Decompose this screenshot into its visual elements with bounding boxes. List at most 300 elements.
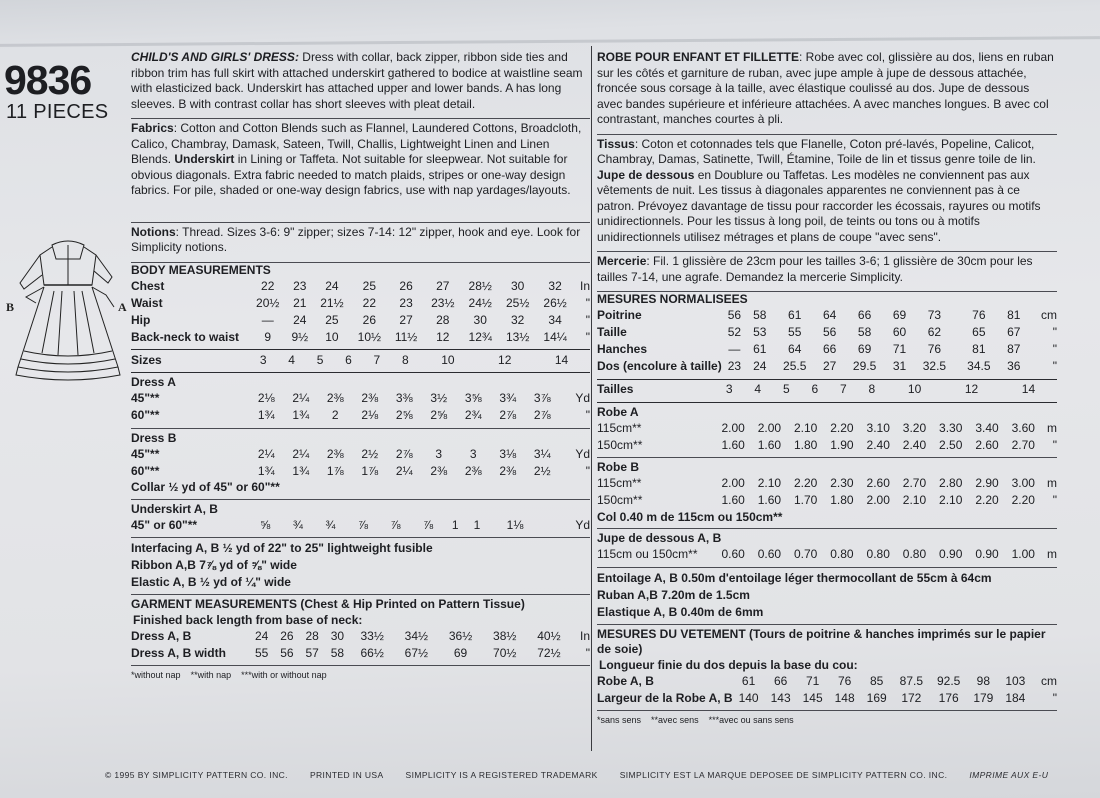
table-cell: 2.60	[866, 476, 890, 491]
table-cell: 0.80	[866, 547, 890, 562]
table-cell: 0.90	[939, 547, 963, 562]
table-cell: 30	[330, 628, 345, 643]
row-label: Poitrine	[597, 308, 642, 323]
underskirt-table	[131, 517, 590, 534]
table-cell: 2.50	[939, 437, 963, 452]
table-cell: 60	[892, 325, 907, 340]
table-cell: 1	[451, 517, 459, 532]
table-cell: 1.60	[757, 437, 782, 452]
table-cell: 3¼	[533, 446, 551, 461]
unit-cell: "	[585, 295, 590, 310]
unit-cell: Yd	[575, 446, 590, 461]
pieces-count: 11 PIECES	[6, 101, 109, 123]
row-label: Waist	[131, 295, 163, 310]
table-cell: 58	[330, 645, 345, 660]
table-cell: 0.70	[793, 547, 818, 562]
table-cell: 87.5	[899, 673, 924, 688]
table-cell: 1¾	[257, 408, 275, 423]
size-cell: 8	[868, 382, 876, 397]
table-cell: 38½	[493, 628, 517, 643]
pattern-number: 9836	[4, 57, 92, 103]
size-cell: 10	[441, 352, 455, 367]
table-cell: 9	[264, 329, 272, 344]
table-cell: —	[728, 342, 741, 357]
title-en: CHILD'S AND GIRLS' DRESS:	[131, 50, 299, 64]
table-cell: 23	[293, 278, 307, 293]
table-cell: 72½	[537, 645, 561, 660]
table-cell: 32.5	[922, 359, 947, 374]
table-cell: 0.90	[975, 547, 999, 562]
table-cell: 53	[753, 325, 767, 340]
table-cell: ¾	[292, 517, 303, 532]
table-cell: 2⅜	[499, 463, 517, 478]
table-cell: 55	[788, 325, 802, 340]
table-cell: 62	[927, 325, 942, 340]
row-label: Dress A, B width	[131, 645, 226, 660]
table-row	[597, 308, 1057, 325]
table-cell: 85	[869, 673, 884, 688]
table-cell: 64	[822, 308, 837, 323]
unit-cell: "	[585, 645, 590, 660]
size-cell: 3	[259, 352, 267, 367]
fabrics-en: Fabrics: Cotton and Cotton Blends such as Flannel, Laundered Cottons, Broadcloth, Calico, Chambray, Damask, Sateen, Twill, Challis, Lightweight Linen and Linen Blends. Underskirt in Lining or Taffeta. Not suitable for sleepwear. Not suitable for obvious diagonals. Extra fabric needed to match plaids, stripes or one-way design fabrics. For pile, shaded or one-way design fabrics, use with nap yardages/layouts.	[131, 121, 582, 197]
robe-b-table	[597, 476, 1057, 510]
table-cell: 26	[399, 278, 413, 293]
table-cell: 3¾	[499, 391, 517, 406]
table-cell: ¾	[325, 517, 336, 532]
table-cell: 57	[305, 645, 319, 660]
ribbon-line: Ribbon A,B 7⅞ yd of ⅝" wide	[131, 558, 297, 572]
table-cell: 28½	[468, 278, 492, 293]
ruban-line: Ruban A,B 7.20m de 1.5cm	[597, 587, 750, 602]
table-cell: 22	[362, 295, 377, 310]
table-cell: 140	[738, 690, 759, 705]
row-label: 115cm ou 150cm**	[597, 547, 698, 562]
table-cell: 25½	[505, 295, 530, 310]
table-cell: 3.10	[866, 420, 890, 435]
table-cell: 2⅝	[430, 408, 448, 423]
table-cell: 2.00	[866, 493, 890, 508]
table-cell: 2⅛	[361, 408, 379, 423]
table-cell: 3⅞	[533, 391, 551, 406]
table-row	[597, 437, 1057, 454]
table-cell: 25.5	[783, 359, 807, 374]
sizes-row	[131, 352, 590, 369]
table-cell: 67	[1007, 325, 1021, 340]
table-row	[131, 329, 590, 346]
table-cell: 52	[727, 325, 742, 340]
table-cell: 1.90	[830, 437, 854, 452]
table-cell: 2.90	[975, 476, 999, 491]
unit-cell: "	[1052, 437, 1057, 452]
table-cell: 10	[325, 329, 339, 344]
table-cell: 61	[753, 342, 767, 357]
size-cell: 10	[907, 382, 922, 397]
size-cell: 7	[839, 382, 847, 397]
unit-cell: "	[1052, 690, 1057, 705]
table-cell: 69	[857, 342, 872, 357]
table-cell: 1⅞	[326, 463, 344, 478]
table-cell: 10½	[357, 329, 382, 344]
table-cell: 34	[548, 312, 562, 327]
mesures-vetement-heading: MESURES DU VETEMENT (Tours de poitrine & hanches imprimés sur le papier de soie)	[597, 626, 1046, 656]
table-cell: 3⅜	[395, 391, 413, 406]
table-cell: 13½	[505, 329, 530, 344]
mesures-normalisees-table	[597, 308, 1057, 376]
dress-a-table	[131, 391, 590, 425]
table-cell: 2⅜	[361, 391, 379, 406]
table-cell: 1.70	[793, 493, 818, 508]
table-cell: 55	[254, 645, 269, 660]
table-cell: 81	[1007, 308, 1021, 323]
table-cell: 66	[773, 673, 788, 688]
row-label: Hanches	[597, 342, 648, 357]
table-cell: 92.5	[936, 673, 961, 688]
table-cell: 30	[473, 312, 487, 327]
table-cell: 29.5	[852, 359, 877, 374]
table-cell: 34½	[404, 628, 429, 643]
size-cell: 6	[345, 352, 352, 367]
size-cell: 3	[725, 382, 733, 397]
notions-en: Notions: Thread. Sizes 3-6: 9" zipper; sizes 7-14: 12" zipper, hook and eye. Look for Simplicity notions.	[131, 224, 581, 254]
table-cell: 145	[802, 690, 823, 705]
table-cell: 61	[741, 673, 756, 688]
table-cell: 2½	[361, 446, 379, 461]
table-cell: 1	[473, 517, 481, 532]
table-cell: 27	[436, 278, 450, 293]
unit-cell: m	[1047, 547, 1057, 562]
footnotes-en: *without nap **with nap ***with or without nap	[131, 670, 327, 680]
english-column	[131, 50, 590, 684]
table-cell: 9½	[291, 329, 309, 344]
table-cell: 65	[972, 325, 986, 340]
table-cell: 2⅜	[326, 391, 344, 406]
unit-cell: "	[585, 463, 590, 478]
row-label: Taille	[597, 325, 627, 340]
table-row	[131, 408, 590, 425]
body-measurements-table	[131, 278, 590, 346]
unit-cell: In	[579, 278, 590, 293]
table-cell: 2⅜	[326, 446, 344, 461]
table-cell: 24	[325, 278, 339, 293]
table-row	[131, 645, 590, 662]
table-cell: 2.00	[757, 420, 782, 435]
table-cell: 27	[399, 312, 413, 327]
table-cell: 40½	[537, 628, 561, 643]
entoilage-line: Entoilage A, B 0.50m d'entoilage léger thermocollant de 55cm à 64cm	[597, 570, 992, 585]
table-cell: 0.60	[757, 547, 782, 562]
body-measurements-heading: BODY MEASUREMENTS	[131, 262, 271, 277]
garment-measurements-heading: GARMENT MEASUREMENTS (Chest & Hip Printed on Pattern Tissue)	[131, 597, 525, 611]
table-cell: 23½	[431, 295, 455, 310]
unit-cell: cm	[1041, 673, 1057, 688]
table-cell: 103	[1005, 673, 1026, 688]
table-cell: 32	[510, 312, 525, 327]
finished-back-length: Finished back length from base of neck:	[133, 612, 363, 627]
tissus-fr: Tissus: Coton et cotonnades tels que Flanelle, Coton pré-lavés, Popeline, Calicot, Chambray, Damas, Satinette, Twill, Étamine, Toile de lin et tissus genre toile de lin. Jupe de dessous en Doublure ou Taffetas. Les modèles ne conviennent pas aux vêtements de nuit. Les tissus à diagonales apparentes ne conviennent pas à ce patron. Prévoyez davantage de tissu pour raccorder les écossais, rayures ou motifs unidirectionnels. Pour les tissus à long poil, de teints ou tons ou à motifs unidirectionnels utilisez métrages et plans de coupe "avec sens".	[597, 136, 1041, 244]
row-label: Dos (encolure à taille)	[597, 359, 722, 374]
footnotes-fr: *sans sens **avec sens ***avec ou sans sens	[597, 715, 794, 725]
title-fr: ROBE POUR ENFANT ET FILLETTE	[597, 50, 800, 64]
french-column	[597, 50, 1057, 729]
table-row	[131, 628, 590, 645]
unit-cell: cm	[1041, 308, 1057, 323]
row-label: 150cm**	[597, 437, 643, 452]
table-cell: 143	[770, 690, 791, 705]
dress-b-table	[131, 446, 590, 480]
row-label: 115cm**	[597, 420, 642, 435]
table-cell: 2⅜	[430, 463, 448, 478]
table-cell: 2½	[533, 463, 551, 478]
table-cell: 2.20	[975, 493, 999, 508]
row-label: 115cm**	[597, 476, 642, 491]
elastique-line: Elastique A, B 0.40m de 6mm	[597, 604, 764, 619]
robe-a-heading: Robe A	[597, 404, 639, 419]
table-cell: 61	[788, 308, 802, 323]
table-cell: 24½	[468, 295, 492, 310]
table-cell: 3⅛	[499, 446, 517, 461]
column-divider	[591, 46, 592, 751]
unit-cell: Yd	[575, 517, 590, 532]
table-cell: 1.60	[721, 493, 745, 508]
table-cell: 1¾	[292, 408, 310, 423]
table-cell: 2⅞	[499, 408, 517, 423]
table-row	[597, 325, 1057, 342]
table-cell: 2.10	[939, 493, 963, 508]
table-cell: 58	[753, 308, 767, 323]
table-cell: 0.80	[902, 547, 927, 562]
table-cell: 148	[834, 690, 855, 705]
table-row	[597, 420, 1057, 437]
table-cell: 24	[293, 312, 307, 327]
tailles-row-fr	[597, 382, 1057, 399]
table-cell: 25	[325, 312, 339, 327]
unit-cell: m	[1047, 420, 1057, 435]
size-cell: 8	[401, 352, 409, 367]
table-cell: 25	[362, 278, 377, 293]
table-cell: 179	[973, 690, 994, 705]
table-cell: 28	[305, 628, 319, 643]
table-cell: 2.40	[902, 437, 927, 452]
unit-cell: "	[1052, 359, 1057, 374]
table-cell: 70½	[493, 645, 517, 660]
mesures-vetement-table	[597, 673, 1057, 707]
size-cell: 12	[964, 382, 979, 397]
row-label: Chest	[131, 278, 165, 293]
sizes-row-en	[131, 352, 590, 369]
table-cell: ⅝	[260, 517, 271, 532]
table-cell: 58	[857, 325, 872, 340]
table-cell: 2¼	[292, 446, 310, 461]
table-cell: 3	[435, 446, 443, 461]
row-label: 60"**	[131, 408, 160, 423]
robe-a-table	[597, 420, 1057, 454]
table-cell: 21½	[320, 295, 344, 310]
table-cell: 3.30	[939, 420, 963, 435]
col-line: Col 0.40 m de 115cm ou 150cm**	[597, 509, 783, 524]
collar-line: Collar ½ yd of 45" or 60"**	[131, 480, 280, 494]
table-cell: 31	[892, 359, 907, 374]
table-cell: 2.20	[793, 476, 818, 491]
table-cell: 2.10	[757, 476, 782, 491]
table-cell: 67½	[404, 645, 429, 660]
row-label: 60"**	[131, 463, 160, 478]
table-cell: 169	[866, 690, 887, 705]
table-cell: 2¼	[292, 391, 310, 406]
table-cell: 1¾	[292, 463, 310, 478]
table-cell: 81	[972, 342, 986, 357]
table-row	[131, 295, 590, 312]
table-cell: 36½	[448, 628, 473, 643]
unit-cell: "	[1052, 325, 1057, 340]
copyright-footer: © 1995 BY SIMPLICITY PATTERN CO. INC. PRINTED IN USA SIMPLICITY IS A REGISTERED TRADEMARK SIMPLICITY EST LA MARQUE DEPOSEE DE SIMPLICITY PATTERN CO. INC. IMPRIME AUX E-U	[105, 770, 1049, 780]
row-label: 150cm**	[597, 493, 643, 508]
row-label: 45"**	[131, 391, 160, 406]
table-cell: 64	[788, 342, 802, 357]
table-cell: 2.00	[721, 476, 745, 491]
dress-sketch	[6, 225, 128, 390]
size-cell: 12	[498, 352, 512, 367]
garment-measurements-table	[131, 628, 590, 662]
table-cell: 2¼	[395, 463, 413, 478]
table-cell: 26	[362, 312, 377, 327]
table-cell: 2⅛	[257, 391, 275, 406]
table-cell: 2.80	[939, 476, 963, 491]
table-cell: 69	[453, 645, 468, 660]
table-cell: 32	[548, 278, 562, 293]
table-cell: 28	[436, 312, 450, 327]
view-a-label: A	[118, 300, 127, 314]
dress-a-heading: Dress A	[131, 375, 176, 389]
table-cell: 1⅛	[506, 517, 524, 532]
table-cell: 66	[822, 342, 837, 357]
table-cell: 11½	[394, 329, 418, 344]
table-cell: 2.00	[721, 420, 745, 435]
table-cell: ⅞	[390, 517, 401, 532]
table-cell: 3.60	[1011, 420, 1035, 435]
table-row	[597, 547, 1057, 564]
table-cell: 0.60	[721, 547, 745, 562]
unit-cell: "	[585, 329, 590, 344]
sizes-label: Sizes	[131, 352, 162, 367]
table-cell: 2.30	[830, 476, 854, 491]
fold-crease	[0, 36, 1100, 47]
table-cell: 1.80	[793, 437, 818, 452]
table-cell: 56	[280, 645, 294, 660]
table-cell: 87	[1007, 342, 1021, 357]
unit-cell: In	[579, 628, 590, 643]
table-cell: 1⅞	[361, 463, 379, 478]
elastic-line: Elastic A, B ½ yd of ¼" wide	[131, 575, 291, 589]
table-cell: 12¾	[468, 329, 492, 344]
size-cell: 14	[554, 352, 569, 367]
sizes-row	[597, 382, 1057, 399]
table-row	[597, 673, 1057, 690]
table-cell: 1.60	[757, 493, 782, 508]
table-cell: 3.00	[1011, 476, 1035, 491]
table-cell: ⅞	[357, 517, 368, 532]
size-cell: 5	[316, 352, 324, 367]
table-row	[131, 391, 590, 408]
table-row	[597, 690, 1057, 707]
table-cell: 56	[727, 308, 742, 323]
size-cell: 7	[373, 352, 381, 367]
row-label: 45"**	[131, 446, 160, 461]
table-cell: 1.80	[830, 493, 854, 508]
view-b-label: B	[6, 300, 15, 314]
table-row	[597, 476, 1057, 493]
table-cell: 2.10	[793, 420, 818, 435]
table-cell: 23	[399, 295, 413, 310]
table-cell: 2.20	[830, 420, 854, 435]
unit-cell: "	[1052, 342, 1057, 357]
table-cell: 0.80	[830, 547, 854, 562]
table-cell: 2	[331, 408, 339, 423]
table-row	[131, 463, 590, 480]
table-cell: 14¼	[543, 329, 567, 344]
table-cell: 73	[927, 308, 942, 323]
unit-cell: m	[1047, 476, 1057, 491]
table-cell: 30	[510, 278, 525, 293]
table-cell: 20½	[256, 295, 280, 310]
table-cell: 12	[436, 329, 450, 344]
table-cell: 3.40	[975, 420, 999, 435]
table-cell: 76	[837, 673, 852, 688]
table-cell: 98	[976, 673, 991, 688]
table-cell: 2¾	[464, 408, 482, 423]
table-cell: 69	[892, 308, 907, 323]
size-cell: 4	[288, 352, 295, 367]
table-cell: 2.40	[866, 437, 890, 452]
table-cell: 56	[822, 325, 837, 340]
table-cell: 26	[280, 628, 294, 643]
row-label: Largeur de la Robe A, B	[597, 690, 733, 705]
table-cell: 1.00	[1011, 547, 1035, 562]
table-cell: 2⅞	[395, 446, 413, 461]
table-cell: 172	[901, 690, 922, 705]
table-cell: 1.60	[721, 437, 745, 452]
table-cell: 76	[972, 308, 986, 323]
table-row	[131, 312, 590, 329]
longueur-finie: Longueur finie du dos depuis la base du cou:	[599, 657, 858, 672]
unit-cell: "	[585, 312, 590, 327]
table-cell: 3.20	[902, 420, 927, 435]
table-cell: 176	[938, 690, 959, 705]
description-fr: ROBE POUR ENFANT ET FILLETTE: Robe avec col, glissière au dos, liens en ruban sur les côtés et garniture de ruban, avec jupe ample à jupe de dessous attachée, froncée sous corsage à la taille, avec élastique coulissé au dos. Jupe de dessous avec bandes supérieure et inférieure attachées. A avec manches longues. B avec col contrastant, manches courtes à pli.	[597, 50, 1054, 126]
table-cell: 2⅝	[395, 408, 413, 423]
mesures-normalisees-heading: MESURES NORMALISEES	[597, 292, 748, 306]
table-row	[131, 278, 590, 295]
table-row	[597, 359, 1057, 376]
table-cell: 2⅞	[533, 408, 551, 423]
table-row	[597, 342, 1057, 359]
table-cell: 3½	[430, 391, 448, 406]
size-cell: 6	[811, 382, 819, 397]
table-cell: 76	[927, 342, 942, 357]
table-cell: 2¼	[257, 446, 275, 461]
unit-cell: Yd	[575, 391, 590, 406]
table-cell: 66½	[360, 645, 384, 660]
table-cell: 24	[254, 628, 269, 643]
table-cell: —	[261, 312, 274, 327]
size-cell: 4	[754, 382, 762, 397]
table-cell: 23	[727, 359, 742, 374]
row-label: Hip	[131, 312, 151, 327]
interfacing-line: Interfacing A, B ½ yd of 22" to 25" lightweight fusible	[131, 541, 433, 555]
table-cell: 184	[1005, 690, 1026, 705]
size-cell: 14	[1021, 382, 1036, 397]
table-cell: 71	[805, 673, 820, 688]
